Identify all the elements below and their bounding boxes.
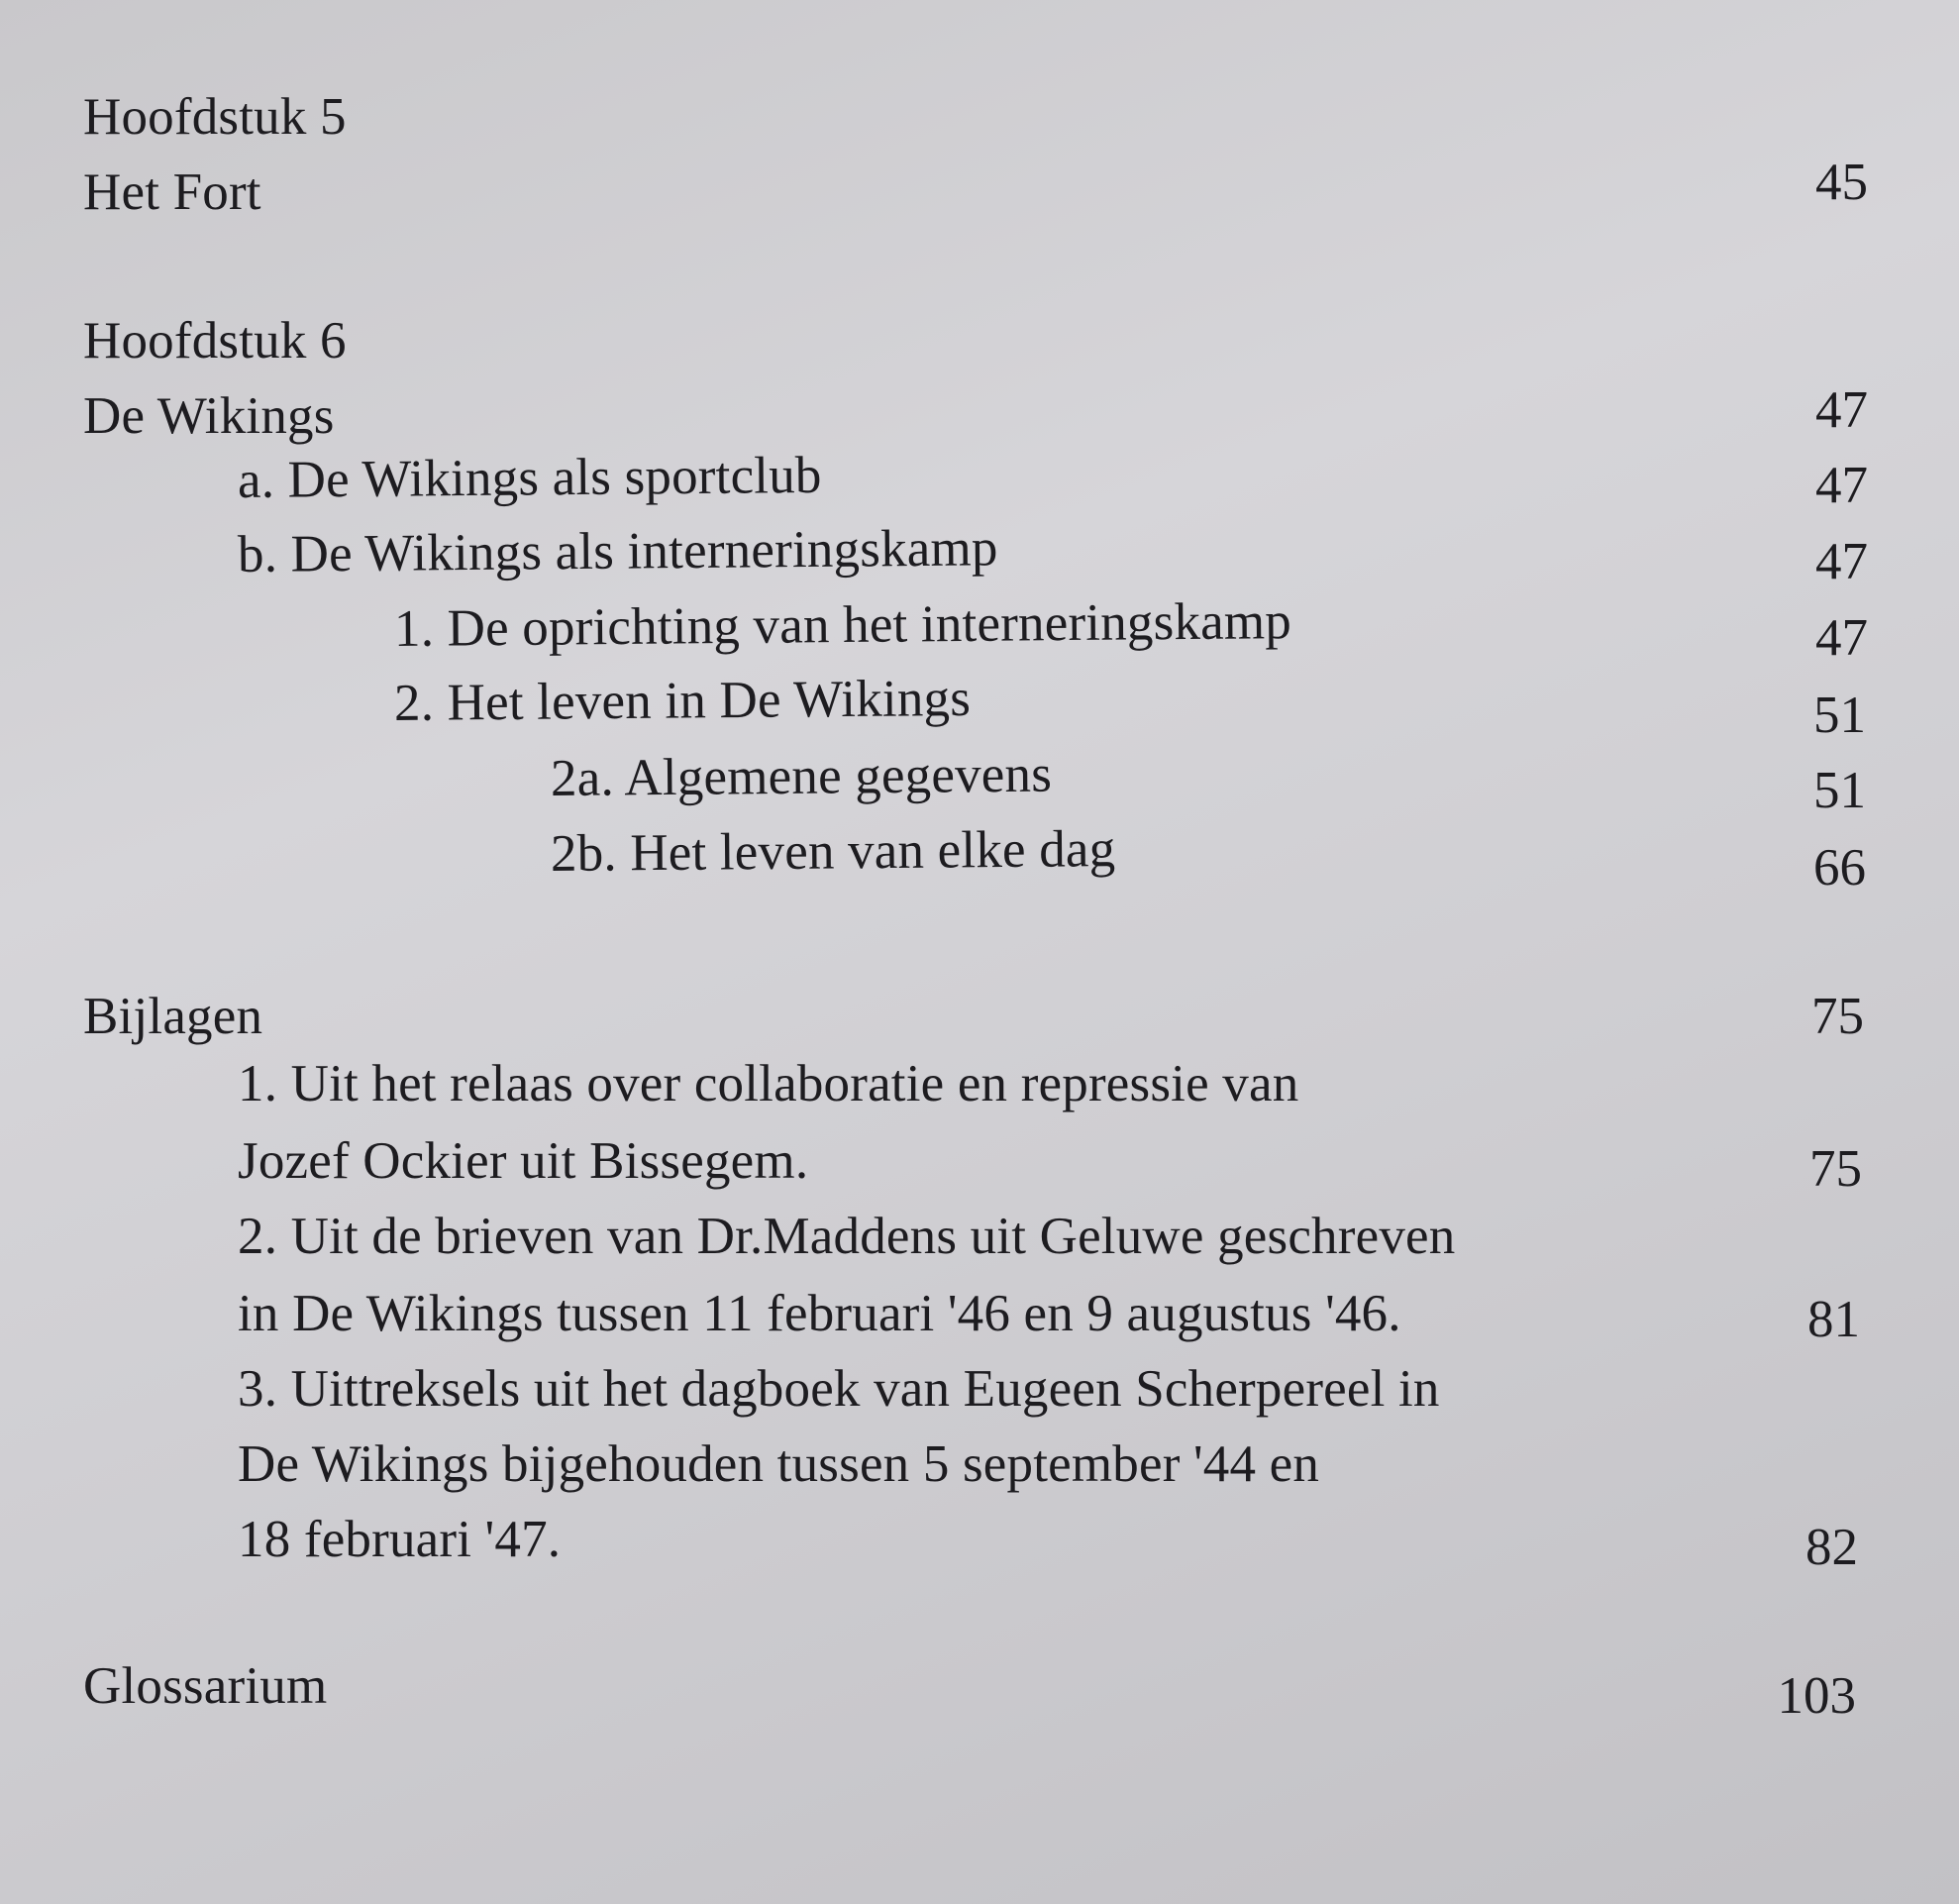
appendices-title: Bijlagen [83, 988, 263, 1045]
appendix-1-line-2: Jozef Ockier uit Bissegem. [238, 1132, 809, 1190]
toc-entry-6b2: 2. Het leven in De Wikings [393, 669, 972, 732]
chapter-5-heading: Hoofdstuk 5 [83, 88, 347, 146]
appendix-3-line-3: 18 februari '47. [238, 1511, 562, 1568]
toc-entry-6b-page: 47 [1815, 533, 1868, 590]
toc-entry-6a-page: 47 [1815, 457, 1868, 514]
chapter-5-title: Het Fort [83, 163, 261, 221]
appendix-3-line-1: 3. Uittreksels uit het dagboek van Eugeen Scherpereel in [238, 1360, 1440, 1418]
toc-entry-6b1-page: 47 [1815, 609, 1868, 667]
appendix-2-line-1: 2. Uit de brieven van Dr.Maddens uit Geluwe geschreven [238, 1208, 1456, 1265]
appendices-page: 75 [1811, 988, 1864, 1045]
chapter-6-page: 47 [1815, 381, 1868, 439]
chapter-5-page: 45 [1815, 154, 1868, 211]
appendix-1-page: 75 [1809, 1140, 1862, 1198]
toc-entry-6b2a-page: 51 [1813, 762, 1866, 819]
toc-entry-6b1: 1. De oprichting van het interneringskamp [393, 592, 1292, 658]
toc-entry-6b2a: 2a. Algemene gegevens [550, 745, 1053, 807]
toc-entry-6a: a. De Wikings als sportclub [237, 446, 822, 509]
chapter-6-title: De Wikings [83, 387, 335, 445]
glossary-title: Glossarium [83, 1657, 328, 1715]
chapter-6-heading: Hoofdstuk 6 [83, 312, 347, 370]
appendix-3-page: 82 [1805, 1519, 1858, 1576]
toc-entry-6b2b-page: 66 [1813, 839, 1866, 897]
appendix-1-line-1: 1. Uit het relaas over collaboratie en repressie van [238, 1055, 1299, 1112]
appendix-3-line-2: De Wikings bijgehouden tussen 5 september '44 en [238, 1435, 1320, 1493]
toc-entry-6b2-page: 51 [1813, 687, 1866, 744]
appendix-2-line-2: in De Wikings tussen 11 februari '46 en 9 augustus '46. [238, 1285, 1401, 1342]
toc-entry-6b2b: 2b. Het leven van elke dag [550, 820, 1116, 883]
appendix-2-page: 81 [1807, 1291, 1860, 1348]
glossary-page: 103 [1777, 1667, 1856, 1725]
toc-entry-6b: b. De Wikings als interneringskamp [237, 519, 998, 583]
